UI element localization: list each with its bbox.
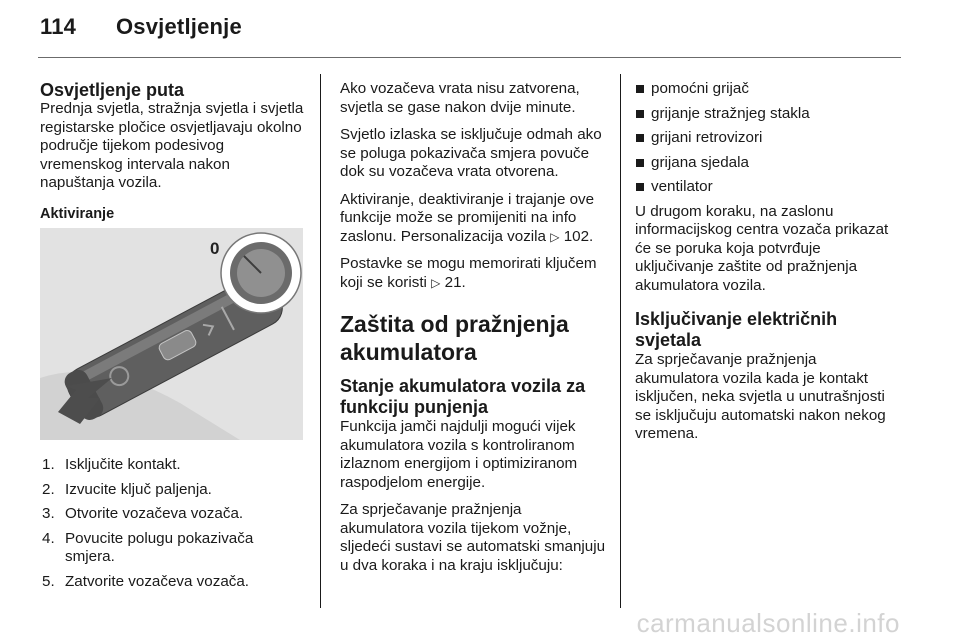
indicator-lever-figure [40,228,303,440]
subsection-heading: Stanje akumulatora vozila za funkciju punjenja [340,376,586,417]
paragraph: Aktiviranje, deaktiviranje i trajanje ove funkcije može se promijeniti na info zaslonu. Personalizacija vozila ▷ 102. [340,190,595,245]
page-header [40,14,242,40]
page-ref-icon: ▷ [550,229,560,244]
list-item: grijanje stražnjeg stakla [635,105,901,124]
paragraph: Funkcija jamči najdulji mogući vijek akumulatora vozila s kontroliranom izlaznom energijom i optimiziranom raspodjelom energije. [340,418,578,491]
watermark: carmanualsonline.info [636,608,900,638]
bullet-icon [636,134,644,142]
paragraph: Postavke se mogu memorirati ključem koji se koristi ▷ 21. [340,255,597,291]
column-divider-1 [320,74,321,608]
column-3 [635,80,901,453]
list-item: 5. Zatvorite vozačeva vozača. [42,572,250,590]
list-item: 3. Otvorite vozačeva vozača. [42,505,244,522]
list-item: grijani retrovizori [635,129,901,148]
paragraph: Za sprječavanje pražnjenja akumulatora vozila tijekom vožnje, sljedeći sustavi se automatski smanjuju u dva koraka i na kraju isključuju: [340,501,606,574]
paragraph: Svjetlo izlaska se isključuje odmah ako se poluga pokazivača smjera povuče dok su vozačeva vrata otvorena. [340,126,602,180]
list-item: 4. Povucite polugu pokazivača smjera. [42,529,254,565]
figure-label: 0 [210,239,220,258]
section-heading: Zaštita od pražnjenja akumulatora [340,311,569,365]
chapter-title: Osvjetljenje [116,14,242,39]
bullet-icon [636,110,644,118]
subsection-heading: Isključivanje električnih svjetala [635,309,838,350]
column-divider-2 [620,74,621,608]
column-1 [40,80,306,223]
bullet-icon [636,85,644,93]
activation-heading: Aktiviranje [40,205,115,222]
list-item: 1. Isključite kontakt. [42,456,181,473]
list-item: pomoćni grijač [635,80,901,99]
paragraph: Za sprječavanje pražnjenja akumulatora vozila kada je kontakt isključen, neka svjetla u unutrašnjosti se isključuju automatski nakon nekog vremena. [635,351,886,442]
list-item: grijana sjedala [635,154,901,173]
paragraph: Ako vozačeva vrata nisu zatvorena, svjetla se gase nakon dvije minute. [340,80,580,116]
page-ref-icon: ▷ [431,275,441,290]
steps-list [40,456,306,591]
bullet-icon [636,183,644,191]
page-ref[interactable]: 102. [563,227,594,245]
column-2 [340,80,606,584]
section-title: Osvjetljenje puta [40,80,185,100]
bullet-icon [636,159,644,167]
page-number: 114 [40,14,77,39]
list-item: 2. Izvucite ključ paljenja. [42,480,212,498]
list-item: ventilator [635,178,901,197]
systems-list [635,80,901,197]
intro-paragraph: Prednja svjetla, stražnja svjetla i svjetla registarske pločice osvjetljavaju okolno područje tijekom podesivog vremenskog intervala nakon napuštanja vozila. [40,100,304,191]
page-ref[interactable]: 21. [444,273,466,291]
lever-illustration [40,228,303,440]
header-rule [38,57,901,58]
paragraph: U drugom koraku, na zaslonu informacijskog centra vozača prikazat će se poruka koja potvrđuje uključivanje zaštite od pražnjenja akumulatora vozila. [635,202,889,294]
steps-block [40,456,306,597]
